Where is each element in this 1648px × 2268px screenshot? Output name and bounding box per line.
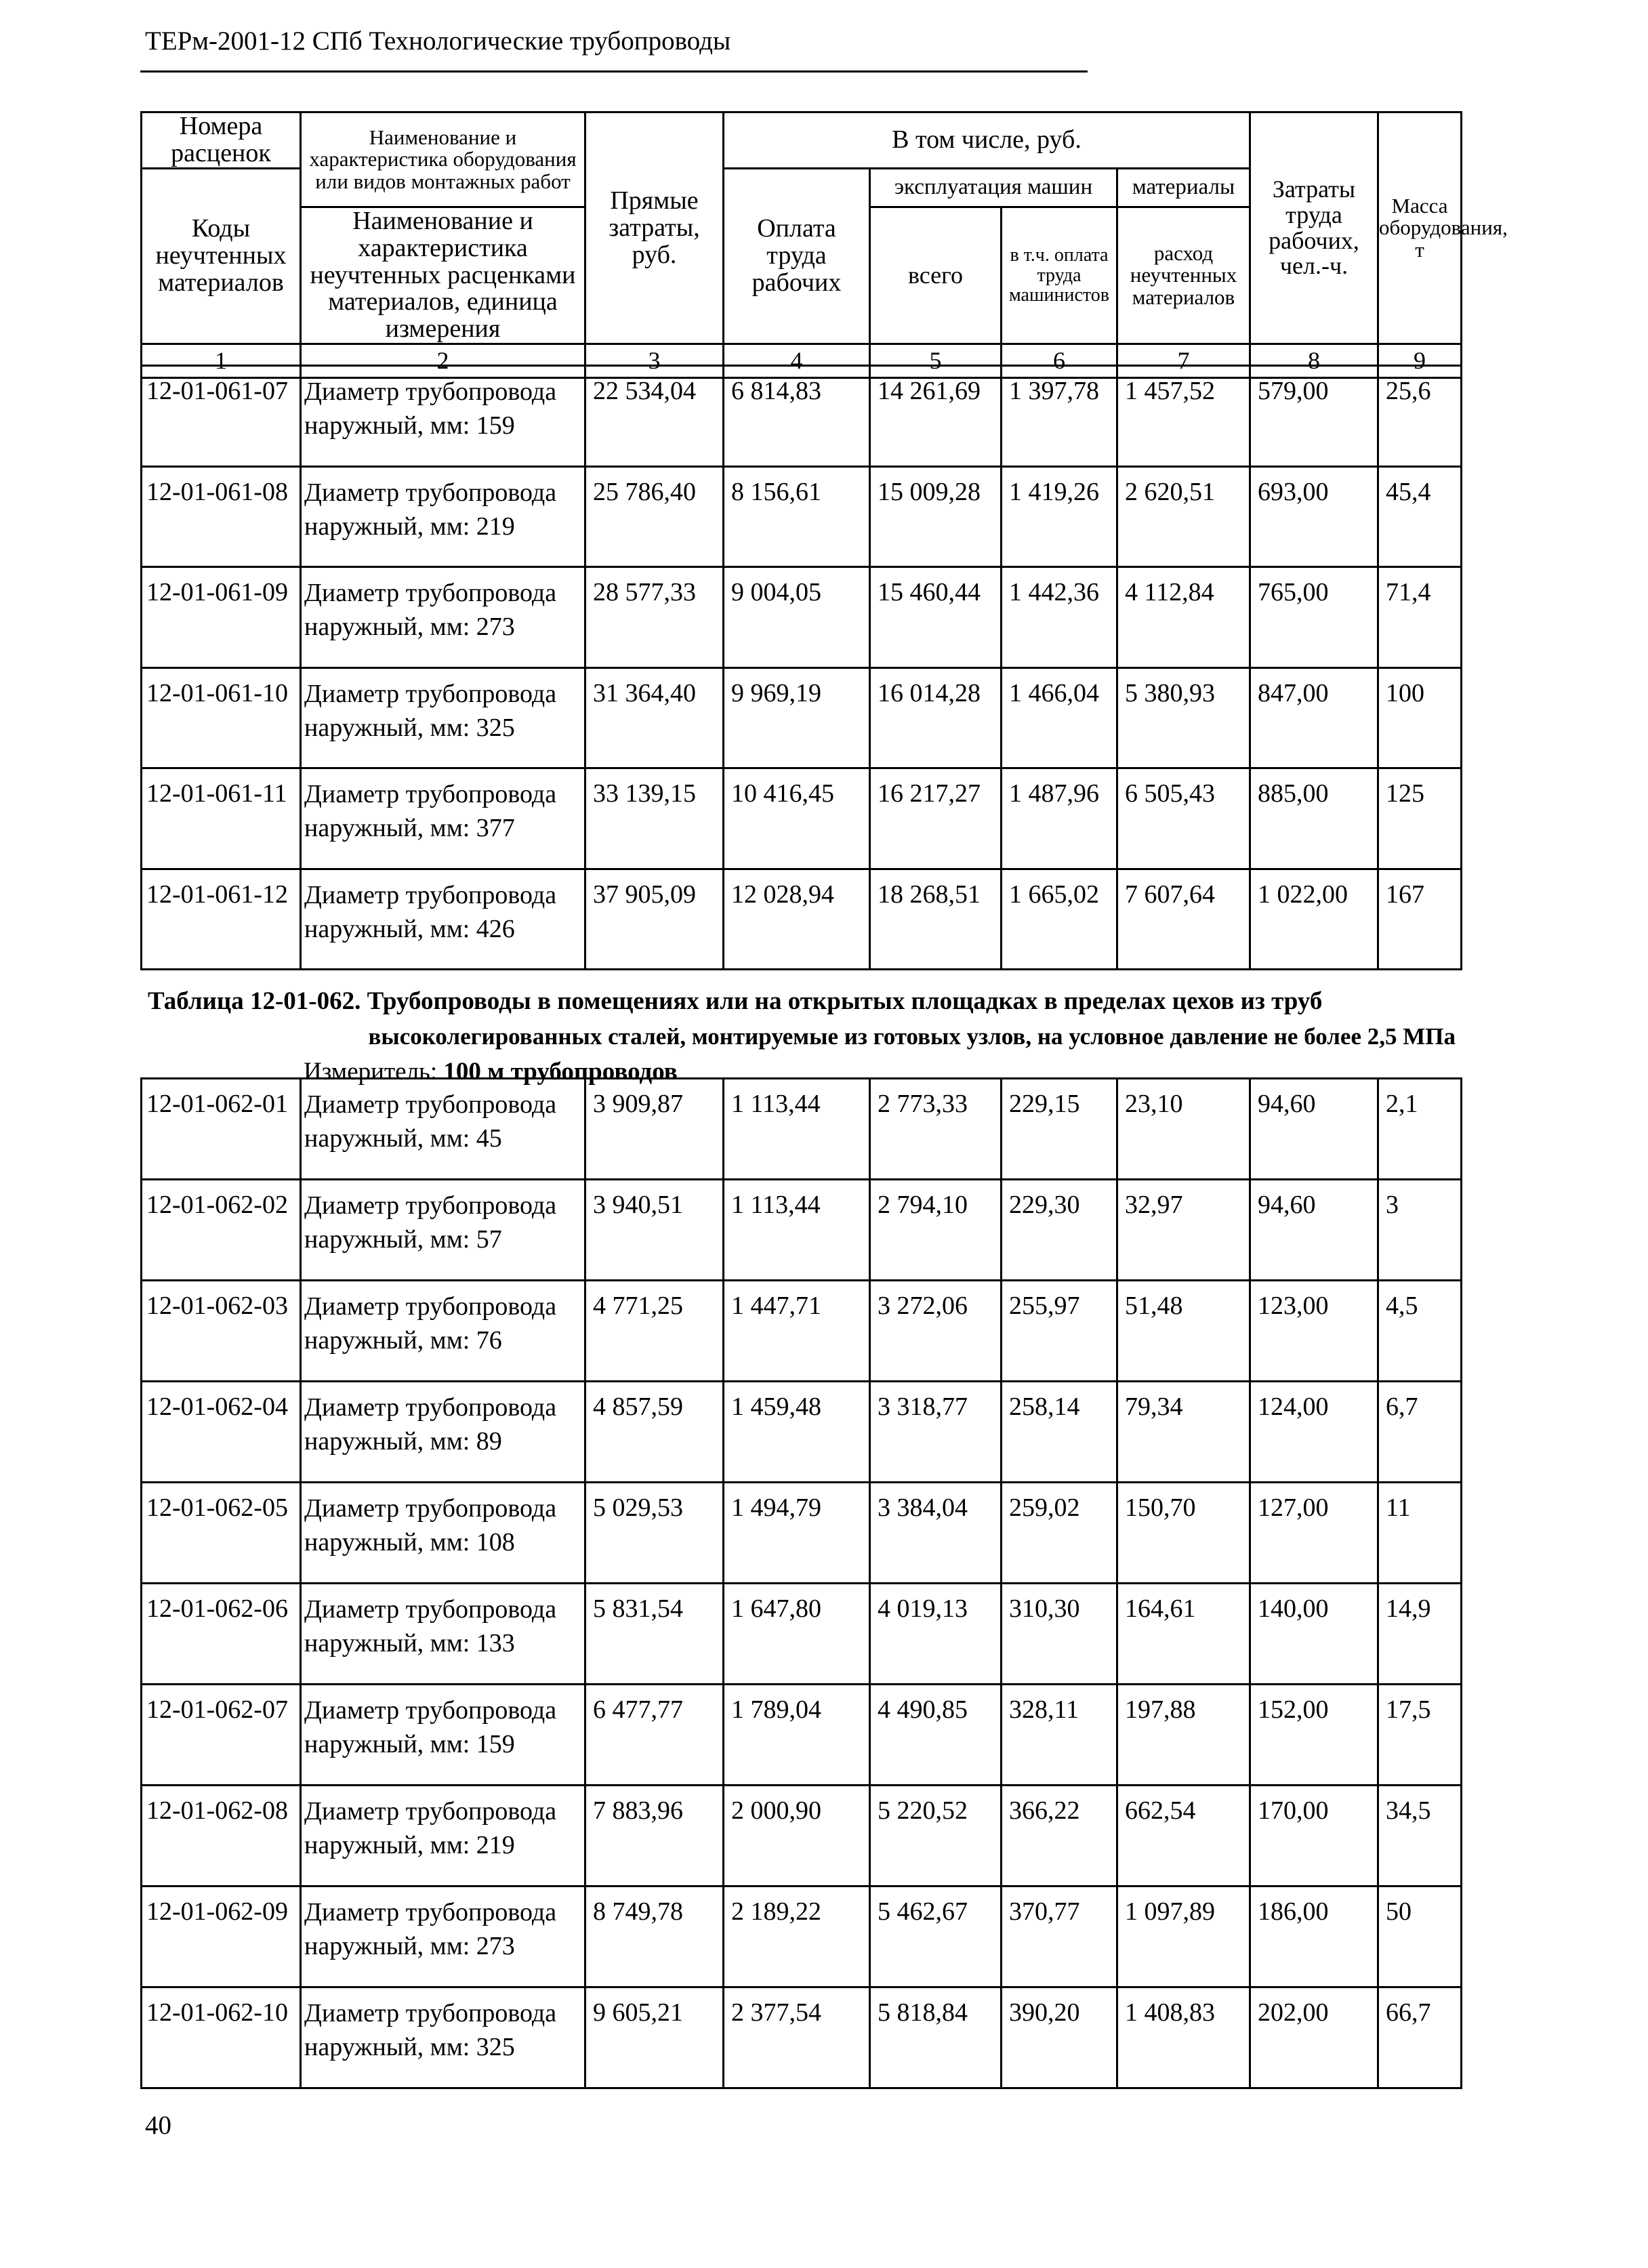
mass: 71,4 <box>1378 567 1462 668</box>
materials-cost: 7 607,64 <box>1117 869 1250 970</box>
column-number: 2 <box>301 344 585 378</box>
direct-costs: 9 605,21 <box>585 1987 724 2088</box>
wages: 10 416,45 <box>724 768 870 869</box>
rate-code: 12-01-062-07 <box>142 1685 301 1786</box>
col-header-material-codes: Коды неучтенных материалов <box>142 168 301 344</box>
direct-costs: 31 364,40 <box>585 667 724 768</box>
table-row <box>142 1382 1462 1483</box>
col-header-work-name: Наименование и характеристика оборудования или видов монтажных работ <box>301 112 585 207</box>
table-row <box>142 869 1462 970</box>
description: Диаметр трубопровода наружный, мм: 325 <box>301 1987 585 2088</box>
materials-cost: 662,54 <box>1117 1786 1250 1886</box>
materials-cost: 79,34 <box>1117 1382 1250 1483</box>
machines-total: 5 462,67 <box>870 1886 1002 1987</box>
labor-hours: 579,00 <box>1250 366 1378 467</box>
col-header-direct-costs: Прямые затраты, руб. <box>585 112 724 344</box>
labor-hours: 94,60 <box>1250 1079 1378 1180</box>
description: Диаметр трубопровода наружный, мм: 377 <box>301 768 585 869</box>
materials-cost: 5 380,93 <box>1117 667 1250 768</box>
materials-cost: 150,70 <box>1117 1483 1250 1584</box>
table-row <box>142 366 1462 467</box>
col-header-operator-wages: в т.ч. оплата труда машинистов <box>1002 207 1117 344</box>
machines-total: 15 009,28 <box>870 466 1002 567</box>
description: Диаметр трубопровода наружный, мм: 273 <box>301 567 585 668</box>
materials-cost: 2 620,51 <box>1117 466 1250 567</box>
table-row <box>142 1180 1462 1281</box>
rate-code: 12-01-062-09 <box>142 1886 301 1987</box>
col-header-rate-number: Номера расценок <box>142 112 301 169</box>
rate-code: 12-01-062-10 <box>142 1987 301 2088</box>
unit-value: 100 м трубопроводов <box>443 1058 678 1086</box>
description: Диаметр трубопровода наружный, мм: 57 <box>301 1180 585 1281</box>
operator-wages: 1 397,78 <box>1002 366 1117 467</box>
col-header-materials: материалы <box>1117 168 1250 207</box>
table-row <box>142 567 1462 668</box>
mass: 14,9 <box>1378 1584 1462 1685</box>
direct-costs: 5 831,54 <box>585 1584 724 1685</box>
description: Диаметр трубопровода наружный, мм: 133 <box>301 1584 585 1685</box>
materials-cost: 1 457,52 <box>1117 366 1250 467</box>
mass: 3 <box>1378 1180 1462 1281</box>
labor-hours: 94,60 <box>1250 1180 1378 1281</box>
labor-hours: 127,00 <box>1250 1483 1378 1584</box>
description: Диаметр трубопровода наружный, мм: 159 <box>301 366 585 467</box>
wages: 6 814,83 <box>724 366 870 467</box>
description: Диаметр трубопровода наружный, мм: 89 <box>301 1382 585 1483</box>
table-row <box>142 1685 1462 1786</box>
wages: 1 113,44 <box>724 1079 870 1180</box>
machines-total: 16 217,27 <box>870 768 1002 869</box>
wages: 1 647,80 <box>724 1584 870 1685</box>
operator-wages: 328,11 <box>1002 1685 1117 1786</box>
table-12-01-061 <box>140 365 1462 970</box>
materials-cost: 1 408,83 <box>1117 1987 1250 2088</box>
rate-code: 12-01-062-05 <box>142 1483 301 1584</box>
table-row <box>142 1786 1462 1886</box>
wages: 8 156,61 <box>724 466 870 567</box>
direct-costs: 33 139,15 <box>585 768 724 869</box>
operator-wages: 390,20 <box>1002 1987 1117 2088</box>
table-row <box>142 1987 1462 2088</box>
table-row <box>142 1584 1462 1685</box>
labor-hours: 1 022,00 <box>1250 869 1378 970</box>
description: Диаметр трубопровода наружный, мм: 219 <box>301 1786 585 1886</box>
wages: 2 189,22 <box>724 1886 870 1987</box>
mass: 66,7 <box>1378 1987 1462 2088</box>
materials-cost: 1 097,89 <box>1117 1886 1250 1987</box>
rate-code: 12-01-061-08 <box>142 466 301 567</box>
description: Диаметр трубопровода наружный, мм: 159 <box>301 1685 585 1786</box>
machines-total: 4 019,13 <box>870 1584 1002 1685</box>
description: Диаметр трубопровода наружный, мм: 273 <box>301 1886 585 1987</box>
materials-cost: 6 505,43 <box>1117 768 1250 869</box>
operator-wages: 310,30 <box>1002 1584 1117 1685</box>
column-number: 5 <box>870 344 1002 378</box>
direct-costs: 6 477,77 <box>585 1685 724 1786</box>
labor-hours: 140,00 <box>1250 1584 1378 1685</box>
materials-cost: 23,10 <box>1117 1079 1250 1180</box>
operator-wages: 366,22 <box>1002 1786 1117 1886</box>
mass: 45,4 <box>1378 466 1462 567</box>
machines-total: 2 773,33 <box>870 1079 1002 1180</box>
wages: 12 028,94 <box>724 869 870 970</box>
table-row <box>142 768 1462 869</box>
machines-total: 4 490,85 <box>870 1685 1002 1786</box>
wages: 1 494,79 <box>724 1483 870 1584</box>
col-header-labor-hours: Затраты труда рабочих, чел.-ч. <box>1250 112 1378 344</box>
mass: 2,1 <box>1378 1079 1462 1180</box>
rate-code: 12-01-061-09 <box>142 567 301 668</box>
direct-costs: 3 940,51 <box>585 1180 724 1281</box>
direct-costs: 3 909,87 <box>585 1079 724 1180</box>
column-number: 6 <box>1002 344 1117 378</box>
operator-wages: 229,30 <box>1002 1180 1117 1281</box>
rate-code: 12-01-062-03 <box>142 1281 301 1382</box>
labor-hours: 847,00 <box>1250 667 1378 768</box>
col-header-material-names: Наименование и характеристика неучтенных расценками материалов, единица измерения <box>301 207 585 344</box>
machines-total: 14 261,69 <box>870 366 1002 467</box>
rate-code: 12-01-062-04 <box>142 1382 301 1483</box>
table-caption-line-1: Таблица 12-01-062. Трубопроводы в помещениях или на открытых площадках в пределах цехов из труб <box>148 987 1323 1015</box>
column-number: 3 <box>585 344 724 378</box>
direct-costs: 5 029,53 <box>585 1483 724 1584</box>
description: Диаметр трубопровода наружный, мм: 108 <box>301 1483 585 1584</box>
direct-costs: 22 534,04 <box>585 366 724 467</box>
rate-code: 12-01-061-11 <box>142 768 301 869</box>
mass: 34,5 <box>1378 1786 1462 1886</box>
table-row <box>142 1886 1462 1987</box>
column-header-table <box>140 111 1508 379</box>
rate-code: 12-01-061-12 <box>142 869 301 970</box>
operator-wages: 1 665,02 <box>1002 869 1117 970</box>
operator-wages: 1 419,26 <box>1002 466 1117 567</box>
description: Диаметр трубопровода наружный, мм: 45 <box>301 1079 585 1180</box>
mass: 11 <box>1378 1483 1462 1584</box>
labor-hours: 765,00 <box>1250 567 1378 668</box>
labor-hours: 885,00 <box>1250 768 1378 869</box>
col-header-materials-use: расход неучтенных материалов <box>1117 207 1250 344</box>
direct-costs: 37 905,09 <box>585 869 724 970</box>
mass: 6,7 <box>1378 1382 1462 1483</box>
labor-hours: 124,00 <box>1250 1382 1378 1483</box>
materials-cost: 164,61 <box>1117 1584 1250 1685</box>
machines-total: 16 014,28 <box>870 667 1002 768</box>
wages: 1 459,48 <box>724 1382 870 1483</box>
table-row <box>142 1281 1462 1382</box>
col-header-machines-total: всего <box>870 207 1002 344</box>
labor-hours: 152,00 <box>1250 1685 1378 1786</box>
mass: 125 <box>1378 768 1462 869</box>
machines-total: 3 318,77 <box>870 1382 1002 1483</box>
rate-code: 12-01-061-10 <box>142 667 301 768</box>
mass: 17,5 <box>1378 1685 1462 1786</box>
column-number: 9 <box>1378 344 1462 378</box>
machines-total: 18 268,51 <box>870 869 1002 970</box>
column-number: 4 <box>724 344 870 378</box>
machines-total: 3 272,06 <box>870 1281 1002 1382</box>
table-row <box>142 667 1462 768</box>
operator-wages: 1 466,04 <box>1002 667 1117 768</box>
col-header-group: В том числе, руб. <box>724 112 1250 169</box>
wages: 9 969,19 <box>724 667 870 768</box>
col-header-machines: эксплуатация машин <box>870 168 1117 207</box>
table-caption-line-2: высоколегированных сталей, монтируемые из готовых узлов, на условное давление не более 2,5 МПа <box>368 1023 1456 1050</box>
description: Диаметр трубопровода наружный, мм: 76 <box>301 1281 585 1382</box>
direct-costs: 8 749,78 <box>585 1886 724 1987</box>
operator-wages: 258,14 <box>1002 1382 1117 1483</box>
operator-wages: 370,77 <box>1002 1886 1117 1987</box>
rate-code: 12-01-062-08 <box>142 1786 301 1886</box>
rate-code: 12-01-062-02 <box>142 1180 301 1281</box>
unit-label: Измеритель: <box>304 1058 438 1086</box>
operator-wages: 255,97 <box>1002 1281 1117 1382</box>
direct-costs: 7 883,96 <box>585 1786 724 1886</box>
operator-wages: 259,02 <box>1002 1483 1117 1584</box>
labor-hours: 693,00 <box>1250 466 1378 567</box>
mass: 100 <box>1378 667 1462 768</box>
labor-hours: 123,00 <box>1250 1281 1378 1382</box>
materials-cost: 32,97 <box>1117 1180 1250 1281</box>
direct-costs: 28 577,33 <box>585 567 724 668</box>
description: Диаметр трубопровода наружный, мм: 325 <box>301 667 585 768</box>
description: Диаметр трубопровода наружный, мм: 426 <box>301 869 585 970</box>
machines-total: 3 384,04 <box>870 1483 1002 1584</box>
machines-total: 5 818,84 <box>870 1987 1002 2088</box>
wages: 1 447,71 <box>724 1281 870 1382</box>
table-row <box>142 1079 1462 1180</box>
page-title: ТЕРм-2001-12 СПб Технологические трубопроводы <box>145 26 731 56</box>
machines-total: 5 220,52 <box>870 1786 1002 1886</box>
mass: 50 <box>1378 1886 1462 1987</box>
rate-code: 12-01-061-07 <box>142 366 301 467</box>
column-number: 1 <box>142 344 301 378</box>
rate-code: 12-01-062-06 <box>142 1584 301 1685</box>
machines-total: 15 460,44 <box>870 567 1002 668</box>
labor-hours: 186,00 <box>1250 1886 1378 1987</box>
col-header-wages: Оплата труда рабочих <box>724 168 870 344</box>
col-header-mass: Масса оборудования, т <box>1378 112 1462 344</box>
header-rule <box>140 70 1088 73</box>
wages: 9 004,05 <box>724 567 870 668</box>
column-number: 8 <box>1250 344 1378 378</box>
direct-costs: 25 786,40 <box>585 466 724 567</box>
operator-wages: 229,15 <box>1002 1079 1117 1180</box>
materials-cost: 197,88 <box>1117 1685 1250 1786</box>
table-row <box>142 1483 1462 1584</box>
direct-costs: 4 857,59 <box>585 1382 724 1483</box>
materials-cost: 51,48 <box>1117 1281 1250 1382</box>
labor-hours: 170,00 <box>1250 1786 1378 1886</box>
wages: 2 377,54 <box>724 1987 870 2088</box>
labor-hours: 202,00 <box>1250 1987 1378 2088</box>
wages: 1 113,44 <box>724 1180 870 1281</box>
materials-cost: 4 112,84 <box>1117 567 1250 668</box>
page-number: 40 <box>145 2111 171 2140</box>
wages: 2 000,90 <box>724 1786 870 1886</box>
wages: 1 789,04 <box>724 1685 870 1786</box>
table-row <box>142 466 1462 567</box>
mass: 4,5 <box>1378 1281 1462 1382</box>
column-number: 7 <box>1117 344 1250 378</box>
direct-costs: 4 771,25 <box>585 1281 724 1382</box>
table-caption <box>148 984 1456 1054</box>
description: Диаметр трубопровода наружный, мм: 219 <box>301 466 585 567</box>
machines-total: 2 794,10 <box>870 1180 1002 1281</box>
mass: 167 <box>1378 869 1462 970</box>
table-12-01-062 <box>140 1077 1462 2089</box>
rate-code: 12-01-062-01 <box>142 1079 301 1180</box>
operator-wages: 1 442,36 <box>1002 567 1117 668</box>
operator-wages: 1 487,96 <box>1002 768 1117 869</box>
mass: 25,6 <box>1378 366 1462 467</box>
